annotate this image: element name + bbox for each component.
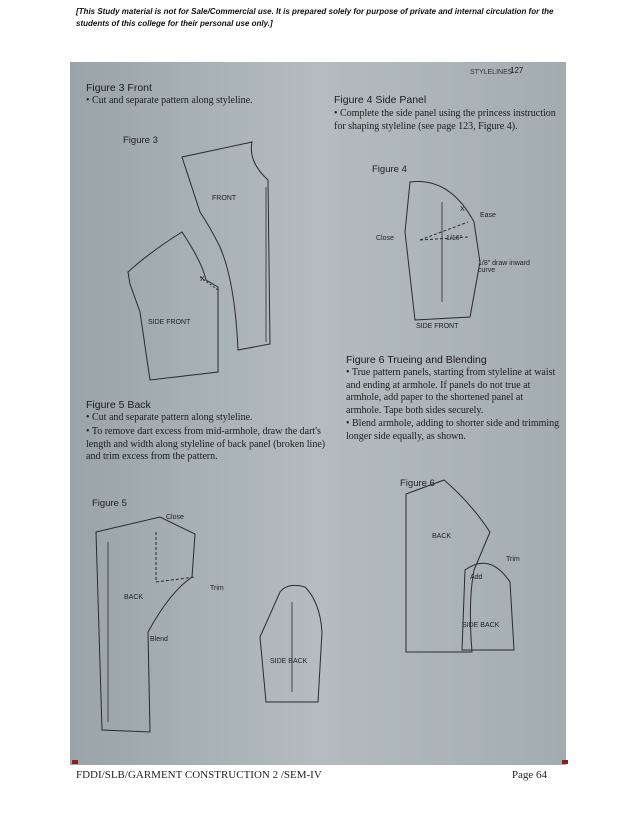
fig5-label-close: Close: [166, 514, 184, 521]
fig5-caption: Figure 5: [92, 498, 127, 509]
fig5-label-blend: Blend: [150, 636, 168, 643]
fig4-label-draw: 1/8" draw inward curve: [478, 260, 530, 274]
disclaimer-text: [This Study material is not for Sale/Commercial use. It is prepared solely for purpose of private and internal circulation for the students of this college for their personal use only.]: [76, 7, 554, 28]
fig4-label-sixteenth: 1/16": [446, 235, 463, 242]
fig6-label-back: BACK: [432, 533, 452, 540]
page-header-fragment: 127: [510, 66, 524, 75]
fig3-label-side-front: SIDE FRONT: [148, 319, 191, 326]
fig6-label-side-back: SIDE BACK: [462, 622, 500, 629]
fig3-bullet: • Cut and separate pattern along styleline.: [86, 95, 253, 106]
fig5-label-side-back: SIDE BACK: [270, 658, 308, 665]
fig6-label-trim: Trim: [506, 556, 520, 563]
fig5-bullet-2: • To remove dart excess from mid-armhole, draw the dart's length and width along styleline of back panel (broken line) and trim excess from the pattern.: [86, 426, 326, 462]
fig3-heading: Figure 3 Front: [86, 82, 152, 94]
fig6-label-add: Add: [470, 574, 483, 581]
fig4-label-side-front: SIDE FRONT: [416, 323, 459, 330]
fig6-bullet-2: • Blend armhole, adding to shorter side and trimming longer side equally, as shown.: [346, 418, 560, 442]
svg-text:STYLELINES: STYLELINES: [470, 69, 513, 76]
fig3-caption: Figure 3: [123, 135, 158, 146]
fig4-label-close: Close: [376, 235, 394, 242]
footer-mark-right: [562, 760, 568, 764]
fig5-label-trim: Trim: [210, 585, 224, 592]
fig6-heading: Figure 6 Trueing and Blending: [346, 354, 487, 366]
fig5-label-back: BACK: [124, 594, 144, 601]
fig4-caption: Figure 4: [372, 164, 407, 175]
fig5-heading: Figure 5 Back: [86, 399, 151, 411]
fig4-bullet: • Complete the side panel using the princess instruction for shaping styleline (see page 123, Figure 4).: [334, 108, 556, 132]
fig4-heading: Figure 4 Side Panel: [334, 94, 427, 106]
fig4-label-ease: Ease: [480, 212, 496, 219]
fig4-label-x: X: [460, 206, 465, 213]
footer-mark-left: [72, 760, 78, 764]
footer-course-code: FDDI/SLB/GARMENT CONSTRUCTION 2 /SEM-IV: [76, 769, 322, 781]
scanned-textbook-page: [70, 62, 566, 765]
footer-page-number: Page 64: [511, 769, 547, 781]
fig6-bullet-1: • True pattern panels, starting from styleline at waist and ending at armhole. If panels do not true at armhole, add paper to the shortened panel at armhole. Tape both sides securely.: [346, 367, 556, 416]
fig3-label-x: X: [200, 276, 205, 283]
fig3-label-front: FRONT: [212, 195, 237, 202]
fig5-bullet-1: • Cut and separate pattern along styleline.: [86, 412, 253, 423]
fig6-caption: Figure 6: [400, 478, 435, 489]
